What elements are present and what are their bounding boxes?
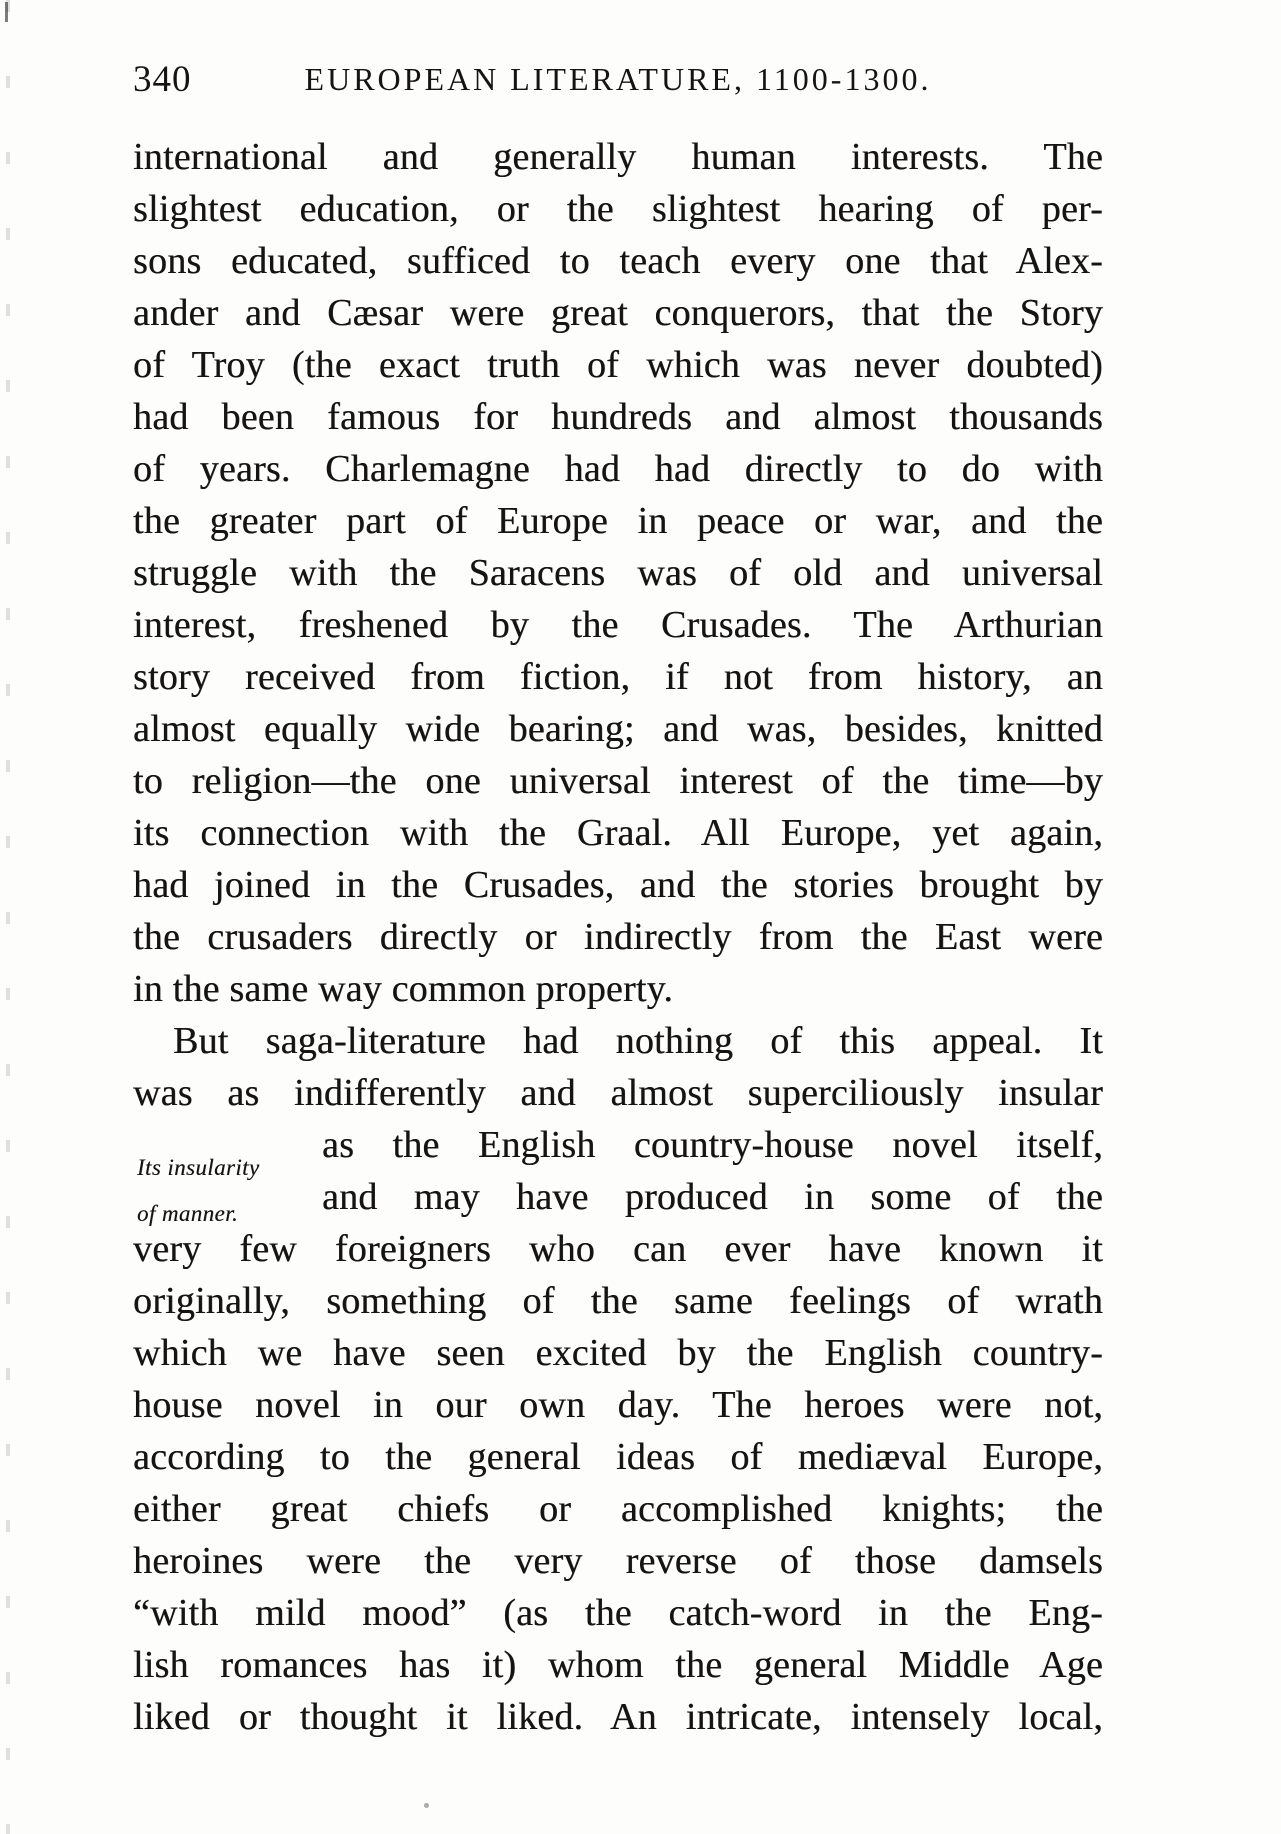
text-line: originally, something of the same feelings of wrath bbox=[133, 1280, 1103, 1322]
margin-note-line: of manner. bbox=[137, 1201, 239, 1226]
margin-note-line: Its insularity bbox=[137, 1155, 260, 1180]
text-line: house novel in our own day. The heroes were not, bbox=[133, 1384, 1103, 1426]
text-line: story received from fiction, if not from history, an bbox=[133, 656, 1103, 698]
text-line: of years. Charlemagne had had directly to do with bbox=[133, 448, 1103, 490]
running-title: EUROPEAN LITERATURE, 1100-1300. bbox=[304, 61, 932, 97]
text-line: “with mild mood” (as the catch-word in the Eng- bbox=[133, 1592, 1103, 1634]
text-line: sons educated, sufficed to teach every one that Alex- bbox=[133, 240, 1103, 282]
text-line: to religion—the one universal interest of the time—by bbox=[133, 760, 1103, 802]
text-line: was as indifferently and almost superciliously insular bbox=[133, 1072, 1103, 1114]
text-line: interest, freshened by the Crusades. The Arthurian bbox=[133, 604, 1103, 646]
page-number: 340 bbox=[133, 59, 192, 100]
text-line: slightest education, or the slightest hearing of per- bbox=[133, 188, 1103, 230]
scan-speck bbox=[5, 2, 8, 22]
scan-edge-artifacts bbox=[6, 0, 10, 1834]
margin-note bbox=[137, 1145, 317, 1237]
text-line: very few foreigners who can ever have known it bbox=[133, 1228, 1103, 1270]
text-line: international and generally human interests. The bbox=[133, 136, 1103, 178]
text-line: almost equally wide bearing; and was, besides, knitted bbox=[133, 708, 1103, 750]
text-line: its connection with the Graal. All Europe, yet again, bbox=[133, 812, 1103, 854]
text-line: either great chiefs or accomplished knights; the bbox=[133, 1488, 1103, 1530]
text-block bbox=[133, 131, 1103, 1743]
text-line: struggle with the Saracens was of old and universal bbox=[133, 552, 1103, 594]
text-line: But saga-literature had nothing of this appeal. It bbox=[173, 1020, 1103, 1062]
text-line: which we have seen excited by the English country- bbox=[133, 1332, 1103, 1374]
text-line: the greater part of Europe in peace or war, and the bbox=[133, 500, 1103, 542]
text-line: had joined in the Crusades, and the stories brought by bbox=[133, 864, 1103, 906]
text-line: as the English country-house novel itself, bbox=[322, 1124, 1103, 1166]
text-line: and may have produced in some of the bbox=[322, 1176, 1103, 1218]
text-line: heroines were the very reverse of those damsels bbox=[133, 1540, 1103, 1582]
page-header bbox=[133, 56, 1103, 100]
text-line: according to the general ideas of mediæval Europe, bbox=[133, 1436, 1103, 1478]
text-line: ander and Cæsar were great conquerors, that the Story bbox=[133, 292, 1103, 334]
scan-speck bbox=[424, 1803, 429, 1808]
text-line: in the same way common property. bbox=[133, 968, 674, 1010]
text-line: lish romances has it) whom the general Middle Age bbox=[133, 1644, 1103, 1686]
text-line: the crusaders directly or indirectly from the East were bbox=[133, 916, 1103, 958]
text-line: had been famous for hundreds and almost thousands bbox=[133, 396, 1103, 438]
text-line: of Troy (the exact truth of which was never doubted) bbox=[133, 344, 1103, 386]
text-line: liked or thought it liked. An intricate, intensely local, bbox=[133, 1696, 1103, 1738]
